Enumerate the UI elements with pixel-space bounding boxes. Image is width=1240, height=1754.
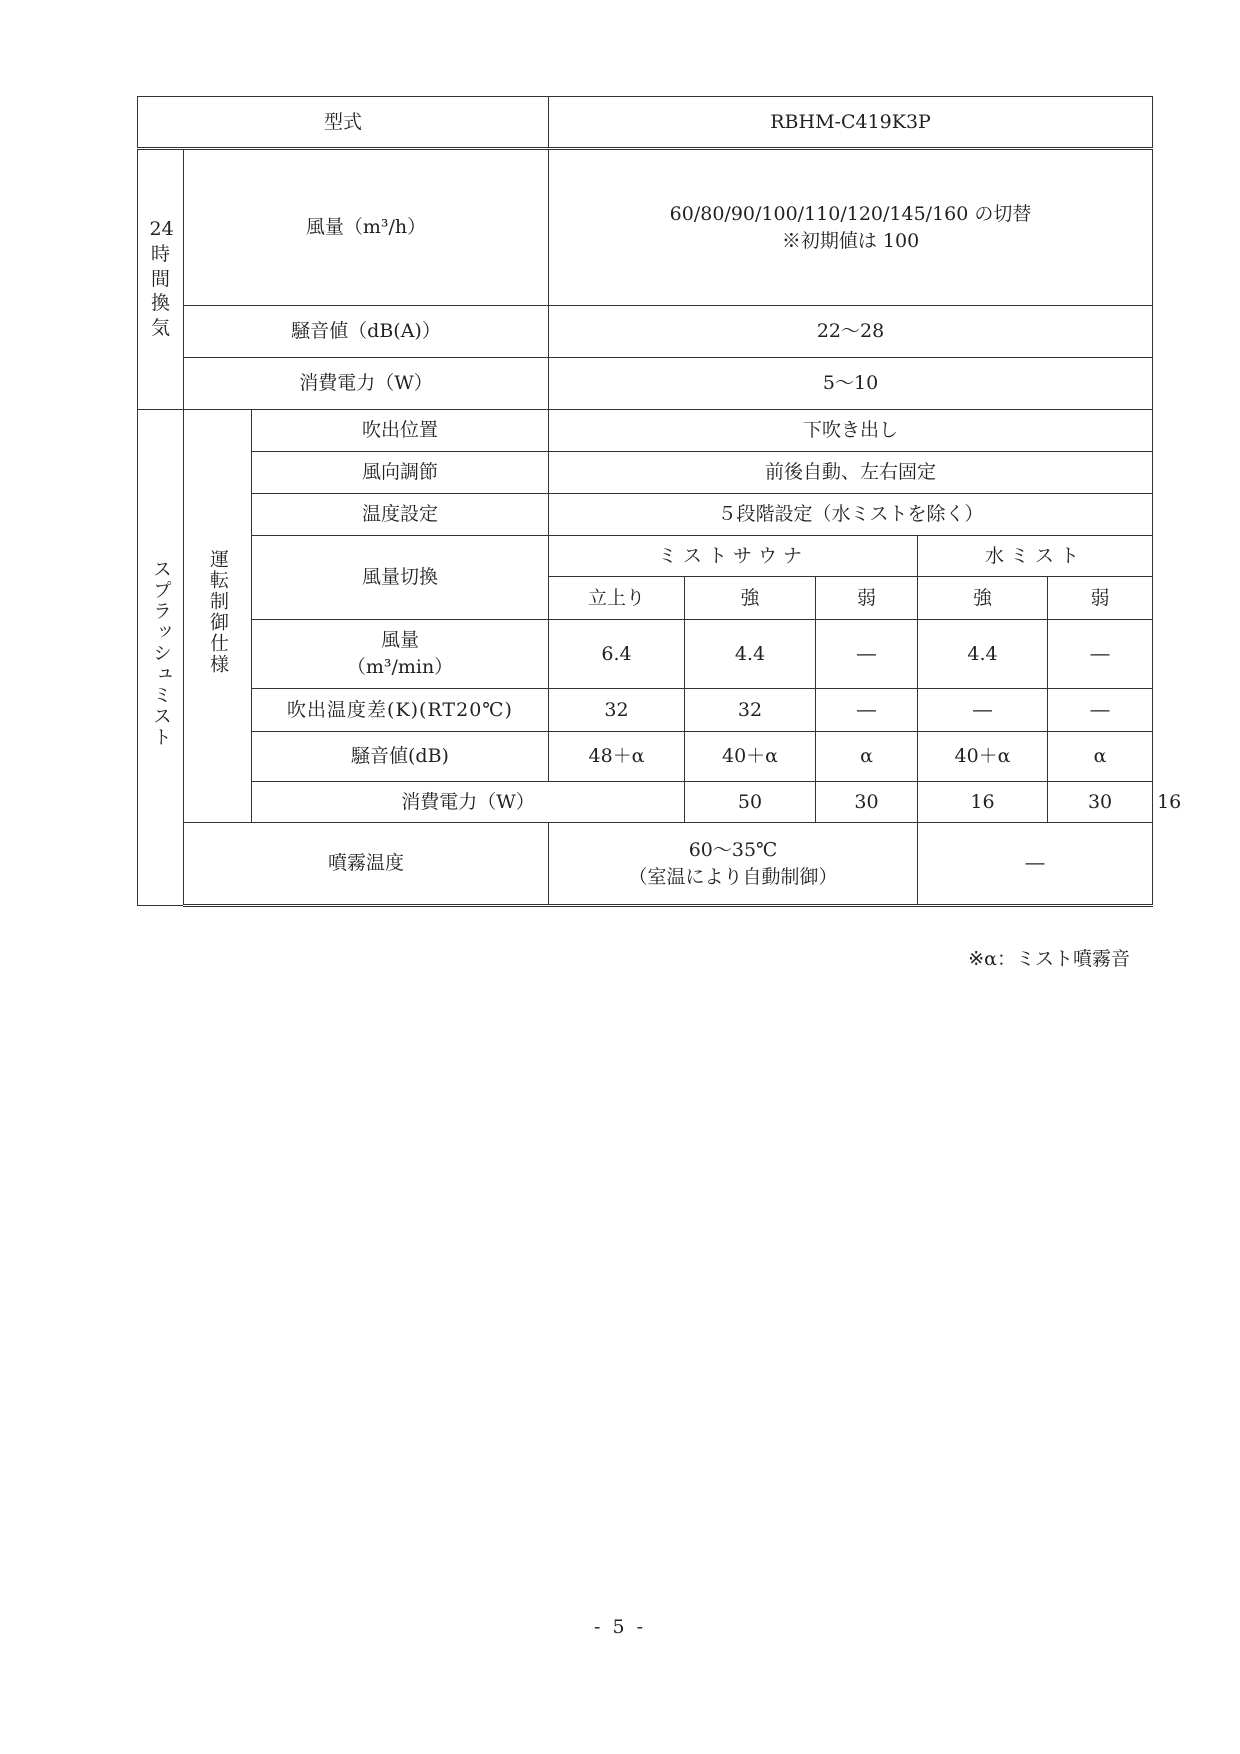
splash-group-label: スプラッシュミスト <box>138 410 184 906</box>
vent-airflow-row <box>138 149 1153 306</box>
vent-noise-label: 騒音値（dB(A)） <box>184 306 549 358</box>
model-label: 型式 <box>138 97 549 149</box>
splash-power-cell: 30 <box>816 782 918 823</box>
splash-outlet-row <box>138 410 1153 452</box>
level-cell: 強 <box>918 577 1048 620</box>
fan-volume-cell: 6.4 <box>549 620 685 689</box>
fan-volume-cell: 4.4 <box>918 620 1048 689</box>
page-number: - 5 - <box>593 1616 646 1638</box>
splash-temp-setting-row <box>138 494 1153 536</box>
fan-switch-label: 風量切換 <box>252 536 549 620</box>
splash-power-label: 消費電力（W） <box>252 782 685 823</box>
level-cell: 立上り <box>549 577 685 620</box>
fan-volume-cell: ― <box>816 620 918 689</box>
vent-airflow-value: 60/80/90/100/110/120/145/160 の切替 ※初期値は 100 <box>549 149 1153 306</box>
splash-noise-cell: 48＋α <box>549 732 685 782</box>
temp-diff-label: 吹出温度差(K)(RT20℃) <box>252 689 549 732</box>
splash-noise-label: 騒音値(dB) <box>252 732 549 782</box>
temp-diff-cell: ― <box>918 689 1048 732</box>
splash-noise-cell: 40＋α <box>918 732 1048 782</box>
splash-subgroup-label: 運転制御仕様 <box>184 410 252 823</box>
mode-sauna: ミストサウナ <box>549 536 918 577</box>
temp-diff-cell: 32 <box>685 689 816 732</box>
header-row <box>138 97 1153 149</box>
splash-noise-cell: 40＋α <box>685 732 816 782</box>
model-value: RBHM-C419K3P <box>549 97 1153 149</box>
spray-temp-row <box>138 823 1153 906</box>
footnote: ※α：ミスト噴霧音 <box>968 948 1130 970</box>
fan-volume-cell: 4.4 <box>685 620 816 689</box>
level-cell: 弱 <box>816 577 918 620</box>
fan-switch-modes-row <box>138 536 1153 577</box>
fan-volume-row <box>138 620 1153 689</box>
temp-setting-value: ５段階設定（水ミストを除く） <box>549 494 1153 536</box>
fan-volume-cell: ― <box>1048 620 1153 689</box>
spray-temp-label: 噴霧温度 <box>184 823 549 906</box>
spray-temp-sauna: 60～35℃ （室温により自動制御） <box>549 823 918 906</box>
splash-power-cell: 16 <box>918 782 1048 823</box>
vent-group-label: 24 時 間 換 気 <box>138 149 184 410</box>
splash-noise-row <box>138 732 1153 782</box>
temp-setting-label: 温度設定 <box>252 494 549 536</box>
temp-diff-cell: ― <box>816 689 918 732</box>
vent-power-label: 消費電力（W） <box>184 358 549 410</box>
vent-airflow-label: 風量（m³/h） <box>184 149 549 306</box>
level-cell: 強 <box>685 577 816 620</box>
splash-power-row: 消費電力（W） 50 30 16 30 16 <box>138 782 1153 823</box>
level-cell: 弱 <box>1048 577 1153 620</box>
temp-diff-row <box>138 689 1153 732</box>
mode-water: 水ミスト <box>918 536 1153 577</box>
spec-table <box>137 96 1182 907</box>
splash-noise-cell: α <box>1048 732 1153 782</box>
vent-noise-value: 22～28 <box>549 306 1153 358</box>
direction-value: 前後自動、左右固定 <box>549 452 1153 494</box>
vent-noise-row <box>138 306 1153 358</box>
vent-power-row <box>138 358 1153 410</box>
vent-power-value: 5～10 <box>549 358 1153 410</box>
splash-power-cell: 30 <box>1048 782 1153 823</box>
outlet-label: 吹出位置 <box>252 410 549 452</box>
splash-direction-row <box>138 452 1153 494</box>
spray-temp-water: ― <box>918 823 1153 906</box>
splash-noise-cell: α <box>816 732 918 782</box>
temp-diff-cell: 32 <box>549 689 685 732</box>
outlet-value: 下吹き出し <box>549 410 1153 452</box>
fan-volume-label: 風量 （m³/min） <box>252 620 549 689</box>
direction-label: 風向調節 <box>252 452 549 494</box>
temp-diff-cell: ― <box>1048 689 1153 732</box>
splash-power-cell: 50 <box>685 782 816 823</box>
